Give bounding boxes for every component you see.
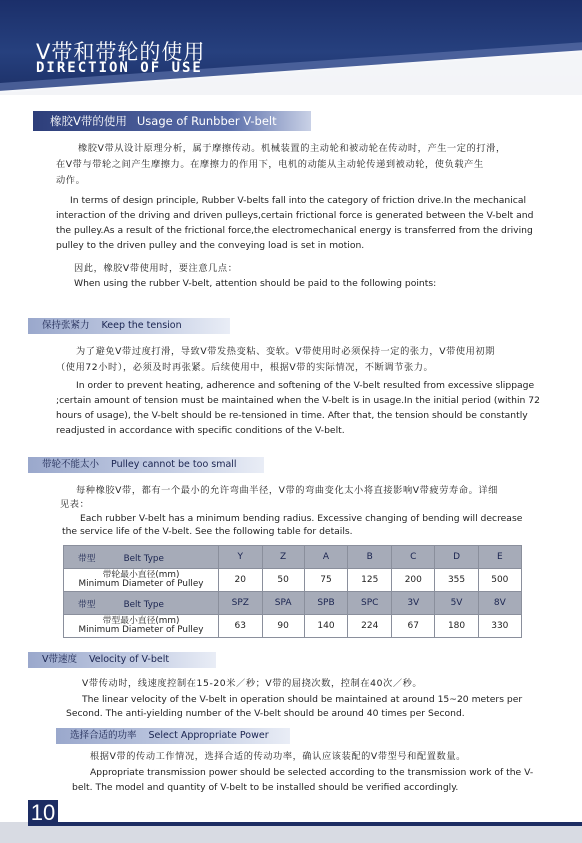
table-cell: B bbox=[348, 546, 392, 569]
tension-heading-en: Keep the tension bbox=[101, 320, 182, 331]
table-cell: C bbox=[392, 546, 435, 569]
intro-cn-line-2: 在V带与带轮之间产生摩擦力。在摩擦力的作用下，电机的动能从主动轮传递到被动轮，使负载产生 bbox=[56, 159, 484, 170]
table-cell: SPZ bbox=[219, 592, 263, 615]
velocity-heading-en: Velocity of V-belt bbox=[89, 654, 170, 665]
tension-heading-cn: 保持张紧力 bbox=[42, 320, 90, 331]
section-heading-pulley bbox=[28, 457, 264, 473]
power-heading-cn: 选择合适的功率 bbox=[70, 730, 137, 741]
tension-en-line-2: ;certain amount of tension must be maintained when the V-belt is in usage.In the initial period (within 72 bbox=[56, 395, 540, 406]
power-heading-en: Select Appropriate Power bbox=[148, 730, 269, 741]
intro-en-line-3: the pulley.As a result of the frictional force,the electromechanical energy is transferred from the driving bbox=[56, 225, 533, 236]
tension-en-line-1: In order to prevent heating, adherence and softening of the V-belt resulted from excessive slippage bbox=[76, 380, 535, 391]
row-label: 带型 Belt Type bbox=[64, 546, 219, 569]
section-heading-cn: 橡胶V带的使用 bbox=[50, 114, 127, 128]
tension-cn-line-2: （使用72小时），必须及时再张紧。后续使用中，根据V带的实际情况，不断调节张力。 bbox=[56, 362, 434, 373]
section-heading-velocity bbox=[28, 652, 216, 668]
pulley-en-line-2: the service life of the V-belt. See the following table for details. bbox=[62, 526, 353, 537]
tension-cn-line-1: 为了避免V带过度打滑，导致V带发热变粘、变软。V带使用时必须保持一定的张力，V带使用初期 bbox=[76, 346, 496, 357]
table-cell: 125 bbox=[348, 569, 392, 592]
page-title-en: DIRECTION OF USE bbox=[36, 60, 203, 76]
table-cell: 180 bbox=[435, 615, 478, 638]
table-cell: SPB bbox=[304, 592, 348, 615]
table-cell: SPA bbox=[262, 592, 304, 615]
section-heading-tension bbox=[28, 318, 230, 334]
footer-rule bbox=[58, 822, 582, 826]
table-cell: 224 bbox=[348, 615, 392, 638]
table-cell: A bbox=[304, 546, 348, 569]
intro-en-line-1: In terms of design principle, Rubber V-belts fall into the category of friction drive.In the mechanical bbox=[70, 195, 527, 206]
table-cell: Y bbox=[219, 546, 263, 569]
table-cell: 20 bbox=[219, 569, 263, 592]
tension-en-line-3: hours of usage), the V-belt should be re-tensioned in time. After that, the tension should be constantly bbox=[56, 410, 528, 421]
intro-en-line-4: pulley to the driven pulley and the conveying load is set in motion. bbox=[56, 240, 365, 251]
table-cell: 330 bbox=[478, 615, 521, 638]
power-en-line-2: belt. The model and quantity of V-belt to be installed should be verified accordingly. bbox=[72, 782, 459, 793]
velocity-en-line-1: The linear velocity of the V-belt in operation should be maintained at around 15~20 meters per bbox=[82, 694, 523, 705]
table-cell: D bbox=[435, 546, 478, 569]
page-title-cn: V带和带轮的使用 bbox=[36, 40, 206, 64]
table-cell: E bbox=[478, 546, 521, 569]
page-header bbox=[0, 0, 582, 95]
intro-cn-line-3: 动作。 bbox=[56, 175, 86, 186]
min-diameter-table bbox=[63, 545, 522, 638]
table-cell: 90 bbox=[262, 615, 304, 638]
intro-en-line-2: interaction of the driving and driven pulleys,certain frictional force is generated between the V-belt and bbox=[56, 210, 534, 221]
table-cell: 500 bbox=[478, 569, 521, 592]
table-row bbox=[64, 592, 522, 615]
table-row bbox=[64, 569, 522, 592]
table-cell: 3V bbox=[392, 592, 435, 615]
table-cell: 140 bbox=[304, 615, 348, 638]
row-label: 带型 Belt Type bbox=[64, 592, 219, 615]
intro-note-en: When using the rubber V-belt, attention should be paid to the following points: bbox=[74, 278, 437, 289]
power-en-line-1: Appropriate transmission power should be selected according to the transmission work of the V- bbox=[90, 767, 534, 778]
table-cell: 8V bbox=[478, 592, 521, 615]
table-cell: 67 bbox=[392, 615, 435, 638]
velocity-cn-line: V带传动时，线速度控制在15-20米／秒；V带的屈挠次数，控制在40次／秒。 bbox=[82, 678, 423, 689]
pulley-cn-line-1: 每种橡胶V带，都有一个最小的允许弯曲半径，V带的弯曲变化太小将直接影响V带疲劳寿命。详细 bbox=[76, 485, 498, 496]
table-row bbox=[64, 615, 522, 638]
page-number: 10 bbox=[28, 800, 58, 826]
section-heading-en: Usage of Runbber V-belt bbox=[136, 114, 277, 128]
table-cell: 75 bbox=[304, 569, 348, 592]
section-heading-main bbox=[33, 111, 311, 131]
pulley-en-line-1: Each rubber V-belt has a minimum bending radius. Excessive changing of bending will decrease bbox=[80, 513, 523, 524]
pulley-heading-en: Pulley cannot be too small bbox=[111, 459, 237, 470]
table-cell: 50 bbox=[262, 569, 304, 592]
table-cell: Z bbox=[262, 546, 304, 569]
table-cell: 200 bbox=[392, 569, 435, 592]
pulley-cn-line-2: 见表： bbox=[60, 499, 90, 510]
tension-en-line-4: readjusted in accordance with specific conditions of the V-belt. bbox=[56, 425, 345, 436]
table-row bbox=[64, 546, 522, 569]
row-label: 带轮最小直径(mm) Minimum Diameter of Pulley bbox=[64, 569, 219, 592]
velocity-heading-cn: V带速度 bbox=[42, 654, 77, 665]
table-cell: 63 bbox=[219, 615, 263, 638]
velocity-en-line-2: Second. The anti-yielding number of the V-belt should be around 40 times per Second. bbox=[66, 708, 465, 719]
intro-cn-line-1: 橡胶V带从设计原理分析，属于摩擦传动。机械装置的主动轮和被动轮在传动时，产生一定的打滑， bbox=[78, 143, 506, 154]
table-cell: 355 bbox=[435, 569, 478, 592]
row-label: 带型最小直径(mm) Minimum Diameter of Pulley bbox=[64, 615, 219, 638]
power-cn-line: 根据V带的传动工作情况，选择合适的传动功率，确认应该装配的V带型号和配置数量。 bbox=[90, 751, 466, 762]
page-footer bbox=[0, 822, 582, 843]
pulley-heading-cn: 带轮不能太小 bbox=[42, 459, 100, 470]
table-cell: SPC bbox=[348, 592, 392, 615]
section-heading-power bbox=[56, 728, 290, 744]
table-cell: 5V bbox=[435, 592, 478, 615]
intro-note-cn: 因此，橡胶V带使用时，要注意几点： bbox=[74, 263, 238, 274]
